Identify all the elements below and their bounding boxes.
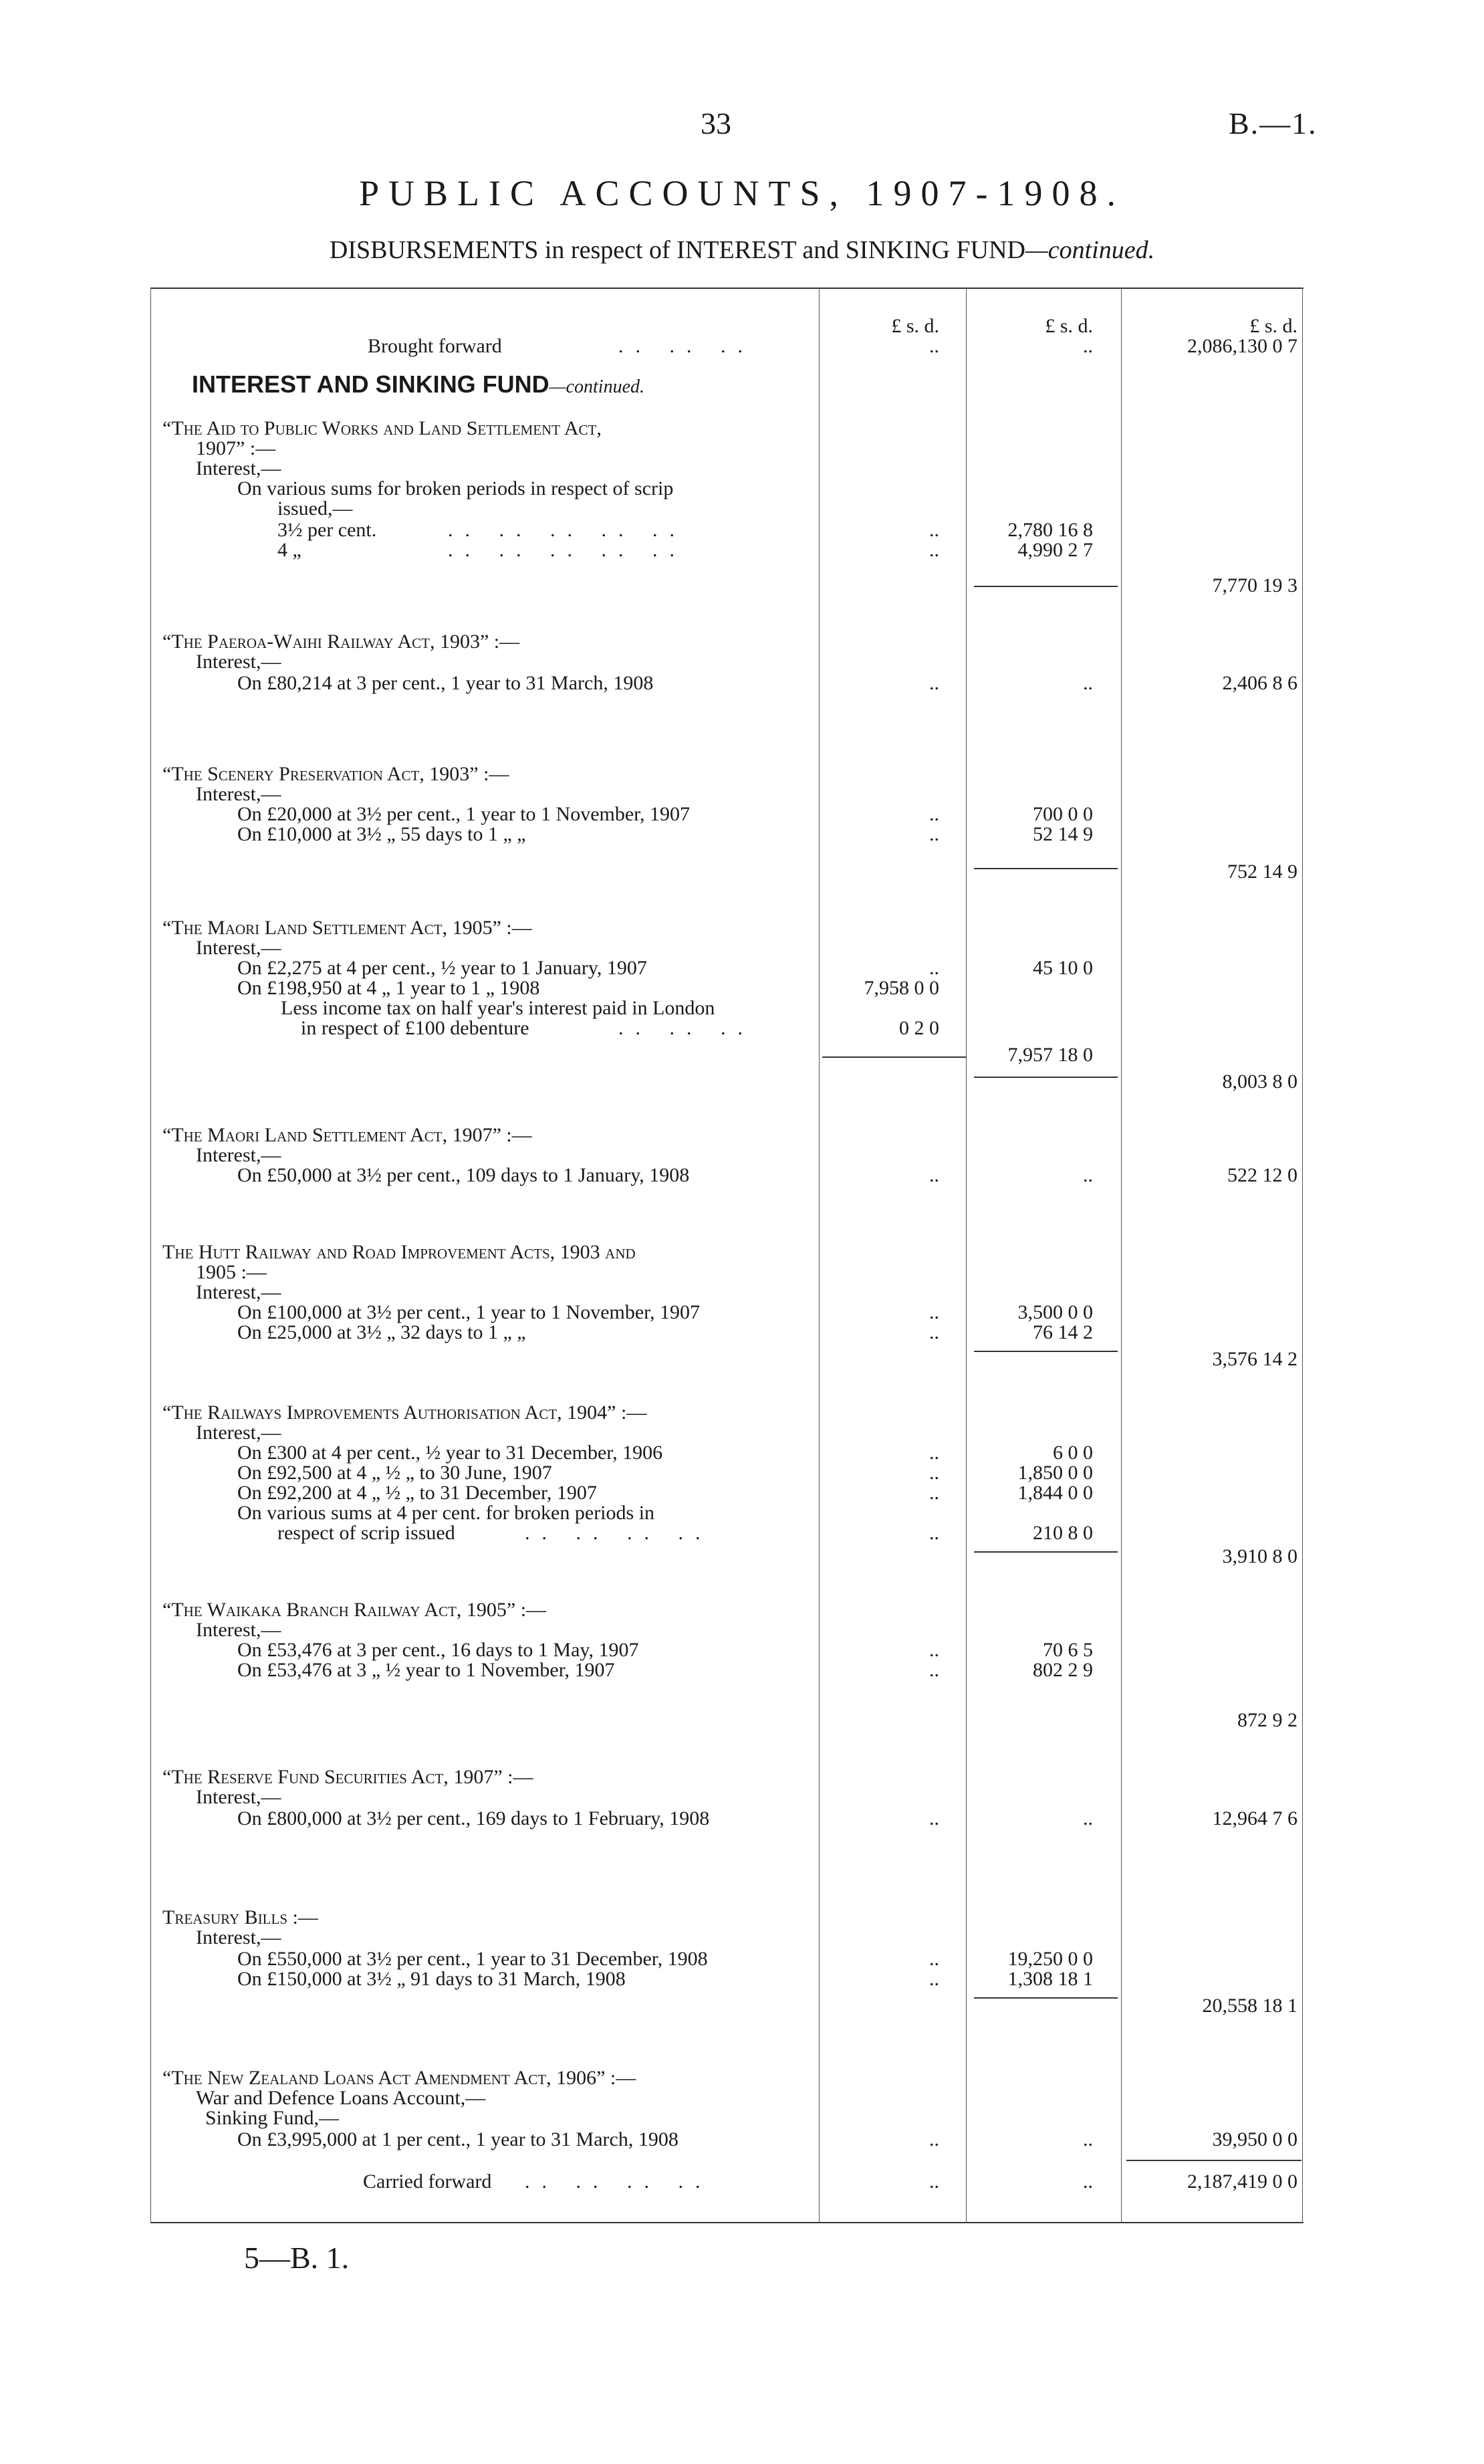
item-row: On £2,275 at 4 per cent., ½ year to 1 January, 1907 .. 45 10 0 bbox=[237, 957, 1093, 979]
amount-cell: 700 0 0 bbox=[1033, 803, 1093, 825]
item-row: On various sums at 4 per cent. for broken periods in bbox=[237, 1502, 655, 1524]
placeholder: .. bbox=[1083, 335, 1093, 357]
total-row bbox=[150, 1070, 1304, 1094]
act-title-row: Treasury Bills :— bbox=[162, 1906, 318, 1928]
amount-cell: 210 8 0 bbox=[1033, 1522, 1093, 1544]
act-title-row: 1905 :— bbox=[196, 1261, 267, 1283]
total-row bbox=[150, 1994, 1304, 2018]
interest-label-row: Interest,— bbox=[196, 1926, 281, 1948]
act-title-row: “The Maori Land Settlement Act, 1905” :— bbox=[162, 917, 532, 939]
sub-account-row: War and Defence Loans Account,— bbox=[196, 2087, 486, 2109]
amount-cell: 20,558 18 1 bbox=[1202, 1995, 1297, 2017]
section-heading-row bbox=[150, 372, 1304, 402]
amount-cell: 522 12 0 bbox=[1227, 1164, 1297, 1186]
amount-cell: 3,576 14 2 bbox=[1212, 1348, 1297, 1370]
item-row: On £80,214 at 3 per cent., 1 year to 31 March, 1908 .. .. 2,406 8 6 bbox=[237, 672, 1297, 694]
total-row bbox=[150, 1708, 1304, 1732]
interest-label-row: Interest,— bbox=[196, 1144, 281, 1166]
amount-cell: 802 2 9 bbox=[1033, 1659, 1093, 1681]
total-row bbox=[150, 1545, 1304, 1569]
subtotal-rule bbox=[1126, 2160, 1302, 2161]
amount-cell: 2,406 8 6 bbox=[1222, 672, 1297, 694]
page-subtitle bbox=[0, 235, 1484, 265]
act-title-row: “The Paeroa-Waihi Railway Act, 1903” :— bbox=[162, 631, 520, 653]
act-title-row: “The Scenery Preservation Act, 1903” :— bbox=[162, 763, 509, 785]
brought-forward-row: Brought forward .. .. .. .. .. 2,086,130 0 7 bbox=[368, 335, 1297, 357]
carried-forward-row: Carried forward .. .. .. .. .. .. 2,187,419 0 0 bbox=[363, 2170, 1297, 2193]
item-row: On £150,000 at 3½ „ 91 days to 31 March, 1908 .. 1,308 18 1 bbox=[237, 1968, 1093, 1990]
item-row: On £20,000 at 3½ per cent., 1 year to 1 November, 1907 .. 700 0 0 bbox=[237, 803, 1093, 825]
item-row: On various sums for broken periods in respect of scrip bbox=[237, 477, 674, 499]
act-title-row: “The Aid to Public Works and Land Settlement Act, bbox=[162, 417, 602, 439]
item-row: respect of scrip issued .. .. .. .. .. 210 8 0 bbox=[277, 1522, 1093, 1544]
amount-cell: 872 9 2 bbox=[1237, 1709, 1297, 1731]
total-row bbox=[150, 574, 1304, 598]
subtitle-continued: —continued. bbox=[1025, 236, 1155, 264]
interest-label-row: Interest,— bbox=[196, 783, 281, 805]
placeholder: .. bbox=[929, 335, 939, 357]
amount-cell: 1,308 18 1 bbox=[1007, 1968, 1093, 1990]
amount-cell: 0 2 0 bbox=[899, 1017, 939, 1039]
amount-cell: 39,950 0 0 bbox=[1212, 2128, 1297, 2150]
amount-cell: 4,990 2 7 bbox=[1017, 539, 1093, 561]
amount-cell: 1,844 0 0 bbox=[1017, 1482, 1093, 1504]
column-header-c3: £ s. d. bbox=[1249, 315, 1297, 337]
interest-label-row: Interest,— bbox=[196, 937, 281, 959]
act-title-row: “The New Zealand Loans Act Amendment Act, 1906” :— bbox=[162, 2067, 636, 2089]
brought-forward-total: 2,086,130 0 7 bbox=[1187, 335, 1297, 357]
accounts-table bbox=[150, 288, 1304, 2223]
printer-signature: 5—B. 1. bbox=[244, 2241, 350, 2275]
item-row: Less income tax on half year's interest paid in London bbox=[281, 997, 715, 1019]
sheet-identifier: B.—1. bbox=[1229, 106, 1318, 140]
carried-forward-label: Carried forward bbox=[363, 2170, 492, 2193]
table-top-rule bbox=[150, 288, 1304, 289]
interest-label-row: Interest,— bbox=[196, 1422, 281, 1444]
amount-cell: 70 6 5 bbox=[1043, 1639, 1093, 1661]
carried-forward-total: 2,187,419 0 0 bbox=[1187, 2170, 1297, 2193]
total-row bbox=[150, 1347, 1304, 1371]
column-header-c1: £ s. d. bbox=[891, 315, 939, 337]
item-row: On £50,000 at 3½ per cent., 109 days to 1 January, 1908 .. .. 522 12 0 bbox=[237, 1164, 1297, 1186]
amount-cell: 45 10 0 bbox=[1033, 957, 1093, 979]
brought-forward-label: Brought forward bbox=[368, 335, 502, 357]
table-bottom-rule bbox=[150, 2222, 1304, 2223]
amount-cell: 12,964 7 6 bbox=[1212, 1807, 1297, 1829]
interest-label-row: Interest,— bbox=[196, 1619, 281, 1641]
item-row: On £198,950 at 4 „ 1 year to 1 „ 1908 7,958 0 0 bbox=[237, 977, 939, 999]
amount-cell: 3,910 8 0 bbox=[1222, 1545, 1297, 1567]
item-row: On £10,000 at 3½ „ 55 days to 1 „ „ .. 52 14 9 bbox=[237, 823, 1093, 845]
amount-cell: 7,958 0 0 bbox=[864, 977, 939, 999]
act-title-row: “The Waikaka Branch Railway Act, 1905” :— bbox=[162, 1599, 547, 1621]
act-title-row: “The Reserve Fund Securities Act, 1907” :— bbox=[162, 1766, 533, 1788]
act-title-row: “The Maori Land Settlement Act, 1907” :— bbox=[162, 1124, 532, 1146]
amount-cell: 76 14 2 bbox=[1033, 1321, 1093, 1343]
item-row: On £25,000 at 3½ „ 32 days to 1 „ „ .. 76 14 2 bbox=[237, 1321, 1093, 1343]
item-row: On £92,500 at 4 „ ½ „ to 30 June, 1907 .. 1,850 0 0 bbox=[237, 1462, 1093, 1484]
total-row bbox=[150, 860, 1304, 884]
amount-cell: 7,957 18 0 bbox=[1007, 1044, 1093, 1066]
item-row: On £550,000 at 3½ per cent., 1 year to 31 December, 1908 .. 19,250 0 0 bbox=[237, 1948, 1093, 1970]
item-row: 4 „ .. .. .. .. .. .. 4,990 2 7 bbox=[277, 539, 1093, 561]
act-title-row: “The Railways Improvements Authorisation Act, 1904” :— bbox=[162, 1402, 647, 1424]
subtitle-main: DISBURSEMENTS in respect of INTEREST and SINKING FUND bbox=[329, 236, 1025, 264]
amount-cell: 752 14 9 bbox=[1227, 861, 1297, 883]
interest-label-row: Interest,— bbox=[196, 1786, 281, 1808]
item-row: issued,— bbox=[277, 497, 353, 520]
net-row bbox=[150, 1043, 1304, 1067]
amount-cell: 2,780 16 8 bbox=[1007, 519, 1093, 541]
page-title: PUBLIC ACCOUNTS, 1907-1908. bbox=[358, 173, 1126, 213]
interest-label-row: Interest,— bbox=[196, 1281, 281, 1303]
amount-cell: 1,850 0 0 bbox=[1017, 1462, 1093, 1484]
column-header-c2: £ s. d. bbox=[1045, 315, 1093, 337]
item-row: On £100,000 at 3½ per cent., 1 year to 1 November, 1907 .. 3,500 0 0 bbox=[237, 1301, 1093, 1323]
section-heading: INTEREST AND SINKING FUND—continued. bbox=[192, 370, 644, 398]
interest-label-row: Interest,— bbox=[196, 651, 281, 673]
page-number: 33 bbox=[701, 106, 731, 140]
item-row: On £3,995,000 at 1 per cent., 1 year to 31 March, 1908 .. .. 39,950 0 0 bbox=[237, 2128, 1297, 2150]
amount-cell: 52 14 9 bbox=[1033, 823, 1093, 845]
item-row: On £800,000 at 3½ per cent., 169 days to 1 February, 1908 .. .. 12,964 7 6 bbox=[237, 1807, 1297, 1829]
item-row: On £53,476 at 3 per cent., 16 days to 1 May, 1907 .. 70 6 5 bbox=[237, 1639, 1093, 1661]
amount-cell: 7,770 19 3 bbox=[1212, 574, 1297, 596]
sub-account-row: Sinking Fund,— bbox=[205, 2107, 340, 2129]
amount-cell: 8,003 8 0 bbox=[1222, 1071, 1297, 1093]
item-row: On £300 at 4 per cent., ½ year to 31 December, 1906 .. 6 0 0 bbox=[237, 1442, 1093, 1464]
item-row: 3½ per cent. .. .. .. .. .. .. 2,780 16 8 bbox=[277, 519, 1093, 541]
item-row: On £92,200 at 4 „ ½ „ to 31 December, 1907 .. 1,844 0 0 bbox=[237, 1482, 1093, 1504]
interest-label-row: Interest,— bbox=[196, 457, 281, 479]
item-row: in respect of £100 debenture .. .. .. 0 2 0 bbox=[301, 1017, 939, 1039]
act-title-row: 1907” :— bbox=[196, 437, 276, 459]
amount-cell: 19,250 0 0 bbox=[1007, 1948, 1093, 1970]
amount-cell: 6 0 0 bbox=[1053, 1442, 1093, 1464]
act-title-row: The Hutt Railway and Road Improvement Acts, 1903 and bbox=[162, 1241, 636, 1263]
item-row: On £53,476 at 3 „ ½ year to 1 November, 1907 .. 802 2 9 bbox=[237, 1659, 1093, 1681]
amount-cell: 3,500 0 0 bbox=[1017, 1301, 1093, 1323]
